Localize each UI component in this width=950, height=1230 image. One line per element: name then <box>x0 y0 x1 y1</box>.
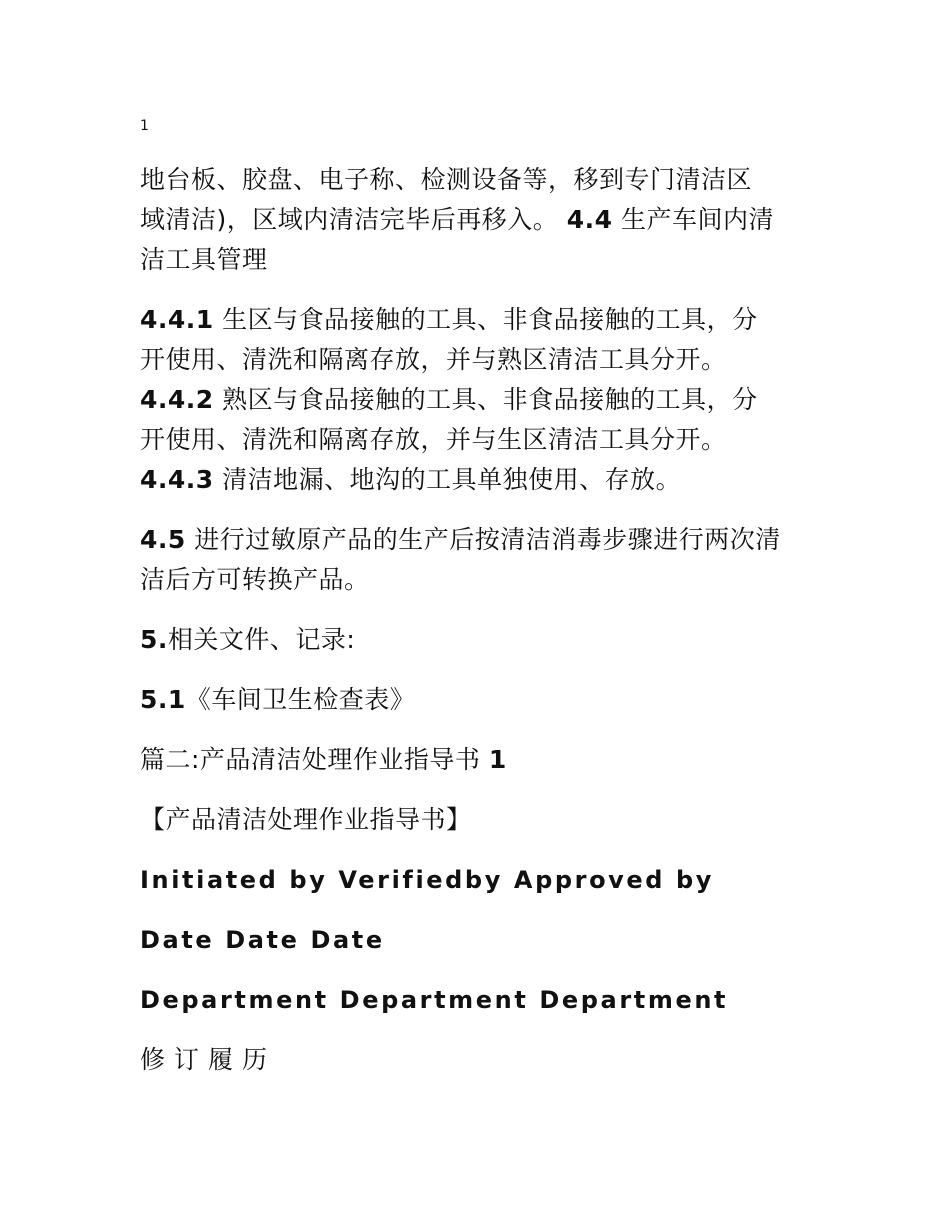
paragraph-tool-management <box>140 300 820 500</box>
section-number: 5. <box>140 625 168 654</box>
text-line: 篇二:产品清洁处理作业指导书 <box>140 745 481 774</box>
text-line: 洁工具管理 <box>140 245 268 274</box>
text-line: 生产车间内清 <box>620 205 774 234</box>
text-line: 熟区与食品接触的工具、非食品接触的工具，分 <box>222 385 758 414</box>
paragraph-revision-history <box>140 1040 820 1080</box>
text-line: 地台板、胶盘、电子称、检测设备等，移到专门清洁区 <box>140 165 753 194</box>
page-number: 1 <box>140 118 149 134</box>
paragraph-signoff-dates <box>140 920 820 960</box>
paragraph-cleaning-area <box>140 160 820 280</box>
text-line: 洁后方可转换产品。 <box>140 565 370 594</box>
text-line: 域清洁)，区域内清洁完毕后再移入。 <box>140 205 559 234</box>
paragraph-signoff-departments <box>140 980 820 1020</box>
section-number: 4.4.2 <box>140 385 214 414</box>
text-line: 开使用、清洗和隔离存放，并与生区清洁工具分开。 <box>140 425 727 454</box>
text-line: 清洁地漏、地沟的工具单独使用、存放。 <box>222 465 682 494</box>
text-line: Department Department Department <box>140 986 729 1014</box>
paragraph-checklist <box>140 680 820 720</box>
section-number: 4.4 <box>566 205 613 234</box>
text-line: 《车间卫生检查表》 <box>185 685 416 714</box>
paragraph-part-two <box>140 740 820 780</box>
text-line: 【产品清洁处理作业指导书】 <box>140 805 472 834</box>
paragraph-related-docs <box>140 620 820 660</box>
text-line: 相关文件、记录: <box>167 625 356 654</box>
paragraph-allergen <box>140 520 820 600</box>
paragraph-signoff-roles <box>140 860 820 900</box>
section-number: 4.4.3 <box>140 465 214 494</box>
text-line: 开使用、清洗和隔离存放，并与熟区清洁工具分开。 <box>140 345 727 374</box>
section-number: 4.5 <box>140 525 186 554</box>
document-body <box>140 160 820 1080</box>
text-line: 进行过敏原产品的生产后按清洁消毒步骤进行两次清 <box>194 525 781 554</box>
text-line: Date Date Date <box>140 926 385 954</box>
text-line: Initiated by Verifiedby Approved by <box>140 866 715 894</box>
paragraph-guide-title <box>140 800 820 840</box>
section-number: 1 <box>488 745 507 774</box>
text-line: 修订履历 <box>140 1045 277 1074</box>
section-number: 5.1 <box>140 685 186 714</box>
section-number: 4.4.1 <box>140 305 214 334</box>
text-line: 生区与食品接触的工具、非食品接触的工具，分 <box>222 305 758 334</box>
